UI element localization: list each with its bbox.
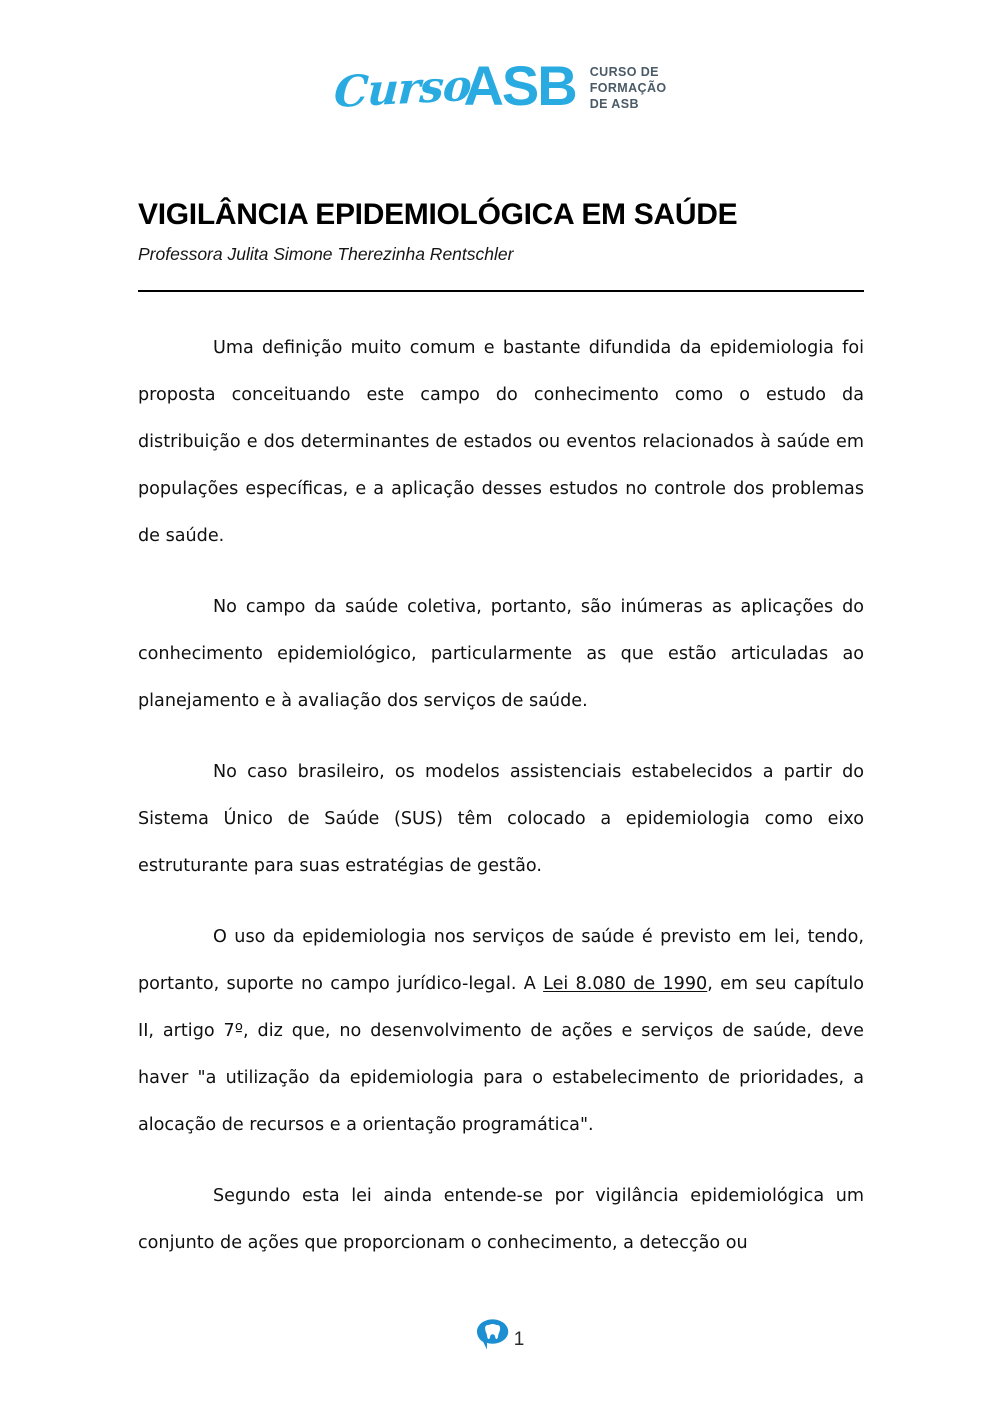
page-title: VIGILÂNCIA EPIDEMIOLÓGICA EM SAÚDE [138, 198, 738, 232]
paragraph: Uma definição muito comum e bastante difundida da epidemiologia foi proposta conceituando este campo do conhecimento como o estudo da distribuição e dos determinantes de estados ou eventos relacionados à saúde em populações específicas, e a aplicação desses estudos no controle dos problemas de saúde. [138, 338, 864, 546]
logo-tagline-line-2: FORMAÇÃO [589, 80, 667, 95]
header-divider [138, 290, 864, 292]
page-number: 1 [513, 1329, 525, 1350]
paragraph: No caso brasileiro, os modelos assistenciais estabelecidos a partir do Sistema Único de Saúde (SUS) têm colocado a epidemiologia como eixo estruturante para suas estratégias de gestão. [138, 762, 864, 876]
logo-script-word: Curso [333, 60, 473, 118]
brand-logo [0, 54, 1000, 118]
document-body [138, 325, 864, 1267]
logo-wordmark [333, 54, 576, 118]
logo-inner [333, 54, 667, 118]
logo-tagline-line-3: DE ASB [589, 97, 639, 112]
logo-tagline-line-1: CURSO DE [589, 64, 659, 79]
logo-tagline [590, 60, 667, 113]
author-byline: Professora Julita Simone Therezinha Rentschler [138, 244, 514, 264]
logo-acronym: ASB [463, 54, 576, 117]
tooth-icon [476, 1318, 510, 1352]
paragraph: No campo da saúde coletiva, portanto, são inúmeras as aplicações do conhecimento epidemiológico, particularmente as que estão articuladas ao planejamento e à avaliação dos serviços de saúde. [138, 597, 864, 711]
page-footer [0, 1318, 1000, 1352]
paragraph-text-before: O uso da epidemiologia nos serviços de saúde é previsto em lei, tendo, portanto, suporte no campo jurídico-legal. A [138, 927, 864, 994]
paragraph-text-after: , em seu capítulo II, artigo 7º, diz que, no desenvolvimento de ações e serviços de saúde, deve haver "a utilização da epidemiologia para o estabelecimento de prioridades, a alocação de recursos e a orientação programática". [138, 974, 864, 1135]
footer-inner [476, 1318, 525, 1352]
paragraph: Segundo esta lei ainda entende-se por vigilância epidemiológica um conjunto de ações que proporcionam o conhecimento, a detecção ou [138, 1186, 864, 1253]
paragraph-with-law-reference [138, 914, 864, 1149]
law-reference-link[interactable]: Lei 8.080 de 1990 [543, 974, 708, 994]
